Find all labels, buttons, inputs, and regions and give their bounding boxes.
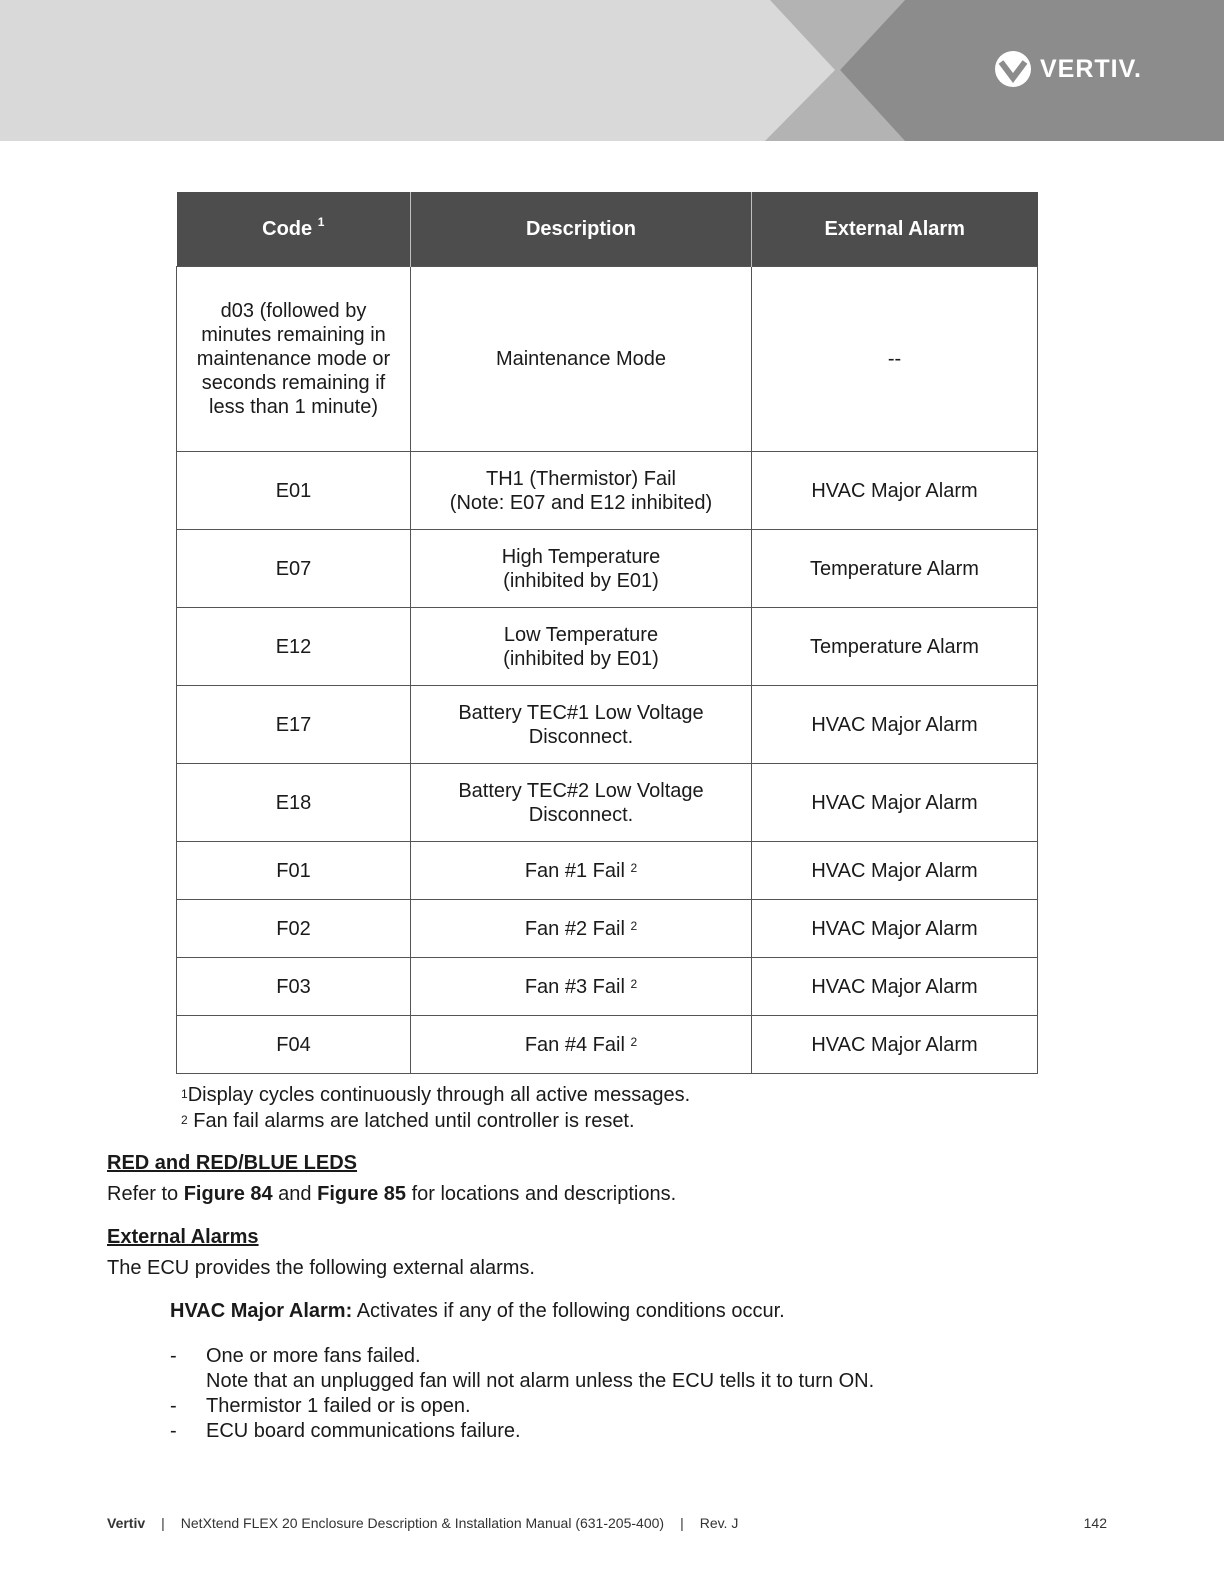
table-row [177,686,1038,764]
description-cell: High Temperature (inhibited by E01) [411,530,752,608]
page-header [0,0,1224,141]
list-item: - ECU board communications failure. [170,1420,521,1442]
description-cell: Low Temperature (inhibited by E01) [411,608,752,686]
alarm-cell: HVAC Major Alarm [752,958,1038,1016]
hvac-alarm-paragraph: HVAC Major Alarm: Activates if any of the following conditions occur. [170,1300,785,1322]
leds-paragraph: Refer to Figure 84 and Figure 85 for locations and descriptions. [107,1183,677,1205]
code-cell: F02 [177,900,411,958]
alarm-cell: HVAC Major Alarm [752,900,1038,958]
description-cell: Maintenance Mode [411,267,752,452]
alarm-cell: Temperature Alarm [752,608,1038,686]
figure-84-ref: Figure 84 [183,1183,273,1205]
alarm-code-table [176,192,1038,1074]
code-cell: E18 [177,764,411,842]
description-cell: Battery TEC#1 Low Voltage Disconnect. [411,686,752,764]
external-alarms-intro: The ECU provides the following external alarms. [107,1257,535,1279]
table-footnotes [181,1082,690,1134]
alarm-cell: Temperature Alarm [752,530,1038,608]
code-cell: d03 (followed by minutes remaining in maintenance mode or seconds remaining if less than 1 minute) [177,267,411,452]
page-number: 142 [1083,1515,1107,1531]
code-cell: F01 [177,842,411,900]
table-row [177,1016,1038,1074]
description-cell: Fan #4 Fail $^2$ [411,1016,752,1074]
code-cell: F03 [177,958,411,1016]
description-cell: Fan #2 Fail $^2$ [411,900,752,958]
footnote: $^2$ Fan fail alarms are latched until controller is reset. [181,1110,635,1132]
header-external-alarm: External Alarm [752,192,1038,267]
alarm-cell: HVAC Major Alarm [752,686,1038,764]
code-cell: F04 [177,1016,411,1074]
logo-text: VERTIV. [1040,54,1142,83]
description-cell: Fan #3 Fail $^2$ [411,958,752,1016]
alarm-cell: HVAC Major Alarm [752,452,1038,530]
alarm-cell: HVAC Major Alarm [752,1016,1038,1074]
page-footer: Vertiv | NetXtend FLEX 20 Enclosure Description & Installation Manual (631-205-400) | Rev. J 142 [107,1515,1107,1531]
alarm-cell: -- [752,267,1038,452]
code-cell: E12 [177,608,411,686]
description-cell: Fan #1 Fail $^2$ [411,842,752,900]
hvac-conditions-list [170,1344,874,1444]
table-row [177,764,1038,842]
table-row [177,900,1038,958]
footer-brand: Vertiv [107,1515,146,1531]
code-cell: E07 [177,530,411,608]
header-code: Code $^1$ [177,192,411,267]
table-row [177,267,1038,452]
figure-85-ref: Figure 85 [317,1183,407,1205]
code-cell: E01 [177,452,411,530]
footnote: $^1$Display cycles continuously through all active messages. [181,1084,691,1106]
alarm-cell: HVAC Major Alarm [752,842,1038,900]
description-cell: Battery TEC#2 Low Voltage Disconnect. [411,764,752,842]
list-item: - Thermistor 1 failed or is open. [170,1395,471,1417]
table-row [177,530,1038,608]
table-row [177,608,1038,686]
footer-revision: Rev. J [699,1515,739,1531]
table-header-row [177,192,1038,267]
alarm-cell: HVAC Major Alarm [752,764,1038,842]
code-cell: E17 [177,686,411,764]
table-row [177,452,1038,530]
description-cell: TH1 (Thermistor) Fail (Note: E07 and E12 inhibited) [411,452,752,530]
footer-title: NetXtend FLEX 20 Enclosure Description & Installation Manual (631-205-400) [180,1515,665,1531]
table-row [177,958,1038,1016]
header-description: Description [411,192,752,267]
vertiv-logo-icon [994,50,1032,88]
vertiv-logo [994,50,1142,88]
table-row [177,842,1038,900]
external-alarms-heading: External Alarms [107,1226,259,1248]
list-item: - One or more fans failed. Note that an unplugged fan will not alarm unless the ECU tells it to turn ON. [170,1345,875,1392]
leds-heading: RED and RED/BLUE LEDS [107,1152,358,1174]
